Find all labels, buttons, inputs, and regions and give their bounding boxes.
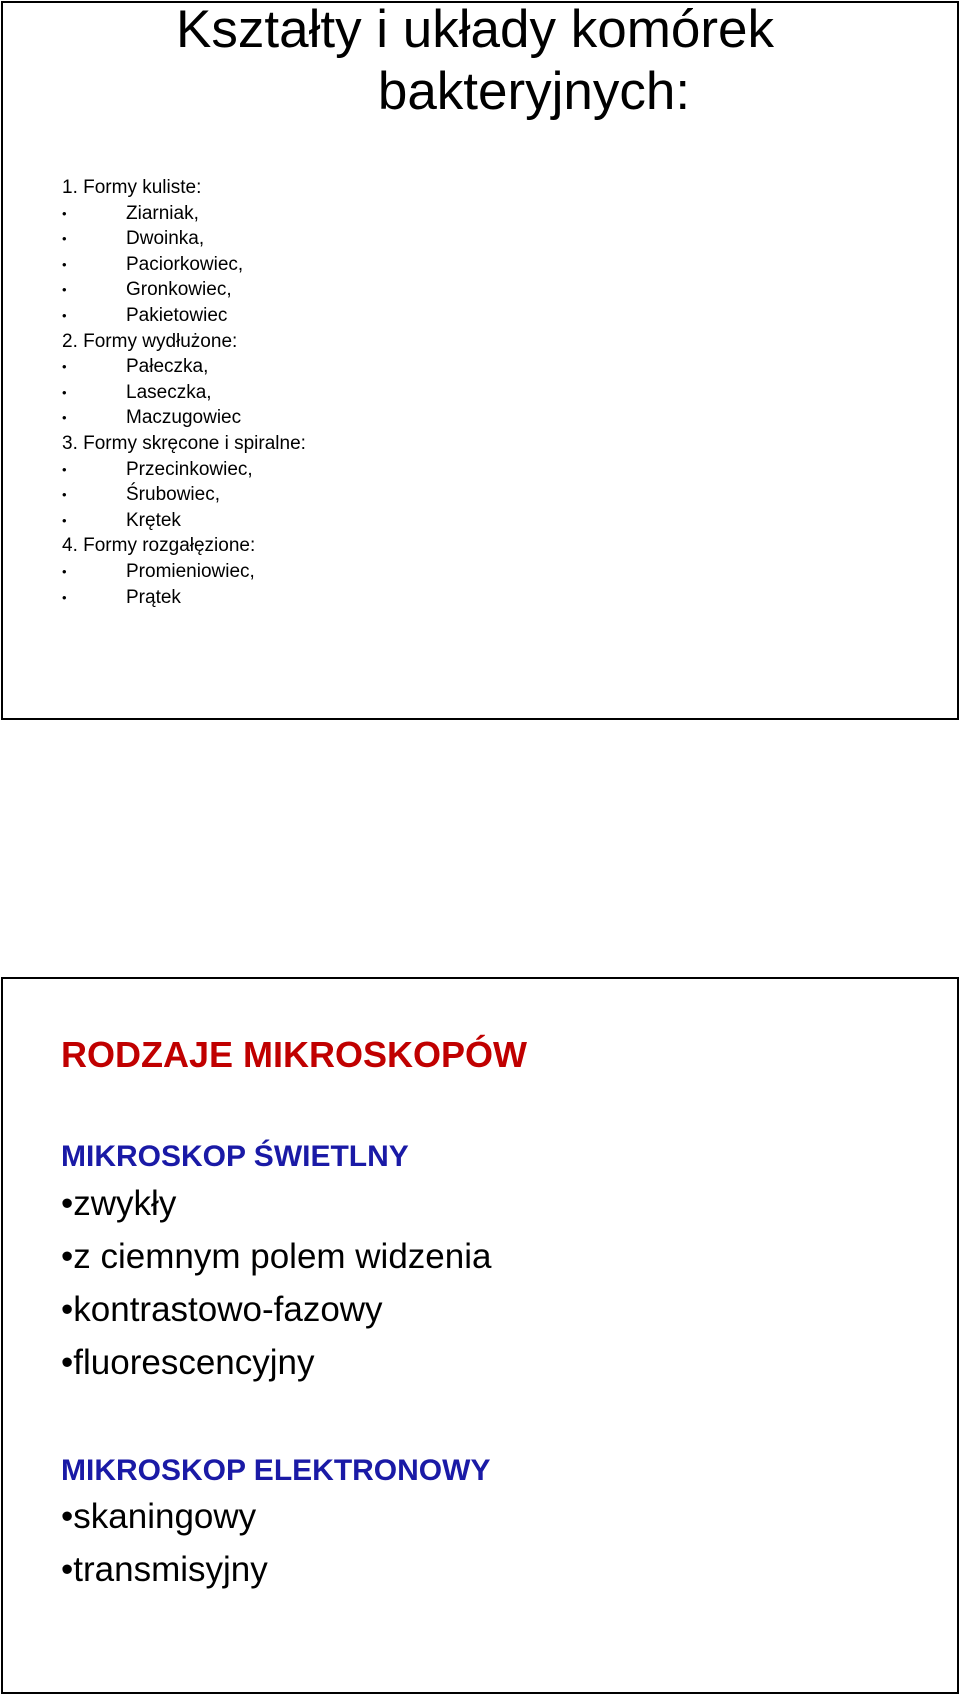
shape-list-bullet-item — [62, 457, 306, 483]
list-item-text: 1. Formy kuliste: — [62, 177, 202, 198]
bullet-icon: • — [62, 487, 67, 503]
list-item-text: skaningowy — [73, 1497, 257, 1536]
shape-list-bullet-item — [62, 380, 306, 406]
bullet-icon: • — [62, 256, 67, 272]
bullet-icon: • — [61, 1550, 74, 1589]
bacteria-shapes-list — [62, 175, 306, 610]
list-item-text: Prątek — [126, 586, 181, 608]
shape-list-bullet-item — [62, 559, 306, 585]
shape-list-bullet-item — [62, 226, 306, 252]
shape-list-heading-item — [62, 431, 306, 457]
slide-title-line-1: Kształty i układy komórek — [176, 0, 774, 59]
microscope-list-item — [61, 1230, 491, 1283]
list-item-text: transmisyjny — [73, 1550, 268, 1589]
shape-list-bullet-item — [62, 201, 306, 227]
microscope-list-item — [61, 1283, 491, 1336]
list-item-text: Śrubowiec, — [126, 484, 220, 506]
bullet-icon: • — [62, 205, 67, 221]
bullet-icon: • — [62, 589, 67, 605]
slide-title-line-2: bakteryjnych: — [377, 62, 691, 121]
light-microscope-list — [61, 1177, 491, 1389]
bullet-icon: • — [62, 359, 67, 375]
slide-title — [3, 0, 957, 123]
bullet-icon: • — [62, 512, 67, 528]
microscope-types-heading: RODZAJE MIKROSKOPÓW — [61, 1034, 528, 1075]
bullet-icon: • — [62, 384, 67, 400]
list-item-text: Laseczka, — [126, 381, 212, 403]
bullet-icon: • — [61, 1497, 74, 1536]
list-item-text: Maczugowiec — [126, 407, 242, 429]
list-item-text: Gronkowiec, — [126, 279, 232, 301]
list-item-text: Promieniowiec, — [126, 560, 255, 582]
shape-list-bullet-item — [62, 482, 306, 508]
list-item-text: 4. Formy rozgałęzione: — [62, 535, 256, 557]
list-item-text: 3. Formy skręcone i spiralne: — [62, 432, 306, 454]
shape-list-bullet-item — [62, 354, 306, 380]
bullet-icon: • — [61, 1343, 74, 1382]
list-item-text: Przecinkowiec, — [126, 458, 253, 480]
bullet-icon: • — [62, 461, 67, 477]
list-item-text: Pałeczka, — [126, 356, 209, 378]
light-microscope-heading: MIKROSKOP ŚWIETLNY — [61, 1140, 409, 1173]
shape-list-bullet-item — [62, 277, 306, 303]
bullet-icon: • — [62, 307, 67, 323]
shape-list-bullet-item — [62, 252, 306, 278]
shape-list-bullet-item — [62, 585, 306, 611]
list-item-text: Ziarniak, — [126, 202, 199, 224]
list-item-text: Dwoinka, — [126, 228, 205, 250]
bullet-icon: • — [62, 282, 67, 298]
bullet-icon: • — [62, 231, 67, 247]
electron-microscope-heading: MIKROSKOP ELEKTRONOWY — [61, 1454, 491, 1487]
shape-list-heading-item — [62, 329, 306, 355]
microscope-list-item — [61, 1177, 491, 1230]
list-item-text: Paciorkowiec, — [126, 253, 244, 275]
list-item-text: kontrastowo-fazowy — [73, 1290, 383, 1329]
shape-list-heading-item — [62, 175, 306, 201]
list-item-text: Krętek — [126, 509, 181, 531]
list-item-text: 2. Formy wydłużone: — [62, 330, 238, 352]
slide-bacteria-shapes — [1, 1, 959, 720]
bullet-icon: • — [62, 410, 67, 426]
electron-microscope-list — [61, 1490, 268, 1596]
bullet-icon: • — [61, 1290, 74, 1329]
list-item-text: zwykły — [73, 1184, 177, 1223]
bullet-icon: • — [61, 1184, 74, 1223]
bullet-icon: • — [61, 1237, 74, 1276]
microscope-list-item — [61, 1490, 268, 1543]
shape-list-bullet-item — [62, 405, 306, 431]
shape-list-bullet-item — [62, 303, 306, 329]
shape-list-heading-item — [62, 533, 306, 559]
list-item-text: Pakietowiec — [126, 304, 228, 326]
bullet-icon: • — [62, 563, 67, 579]
shape-list-bullet-item — [62, 508, 306, 534]
microscope-list-item — [61, 1543, 268, 1596]
list-item-text: fluorescencyjny — [73, 1343, 315, 1382]
slide-microscope-types — [1, 977, 959, 1694]
microscope-list-item — [61, 1336, 491, 1389]
list-item-text: z ciemnym polem widzenia — [73, 1237, 492, 1276]
